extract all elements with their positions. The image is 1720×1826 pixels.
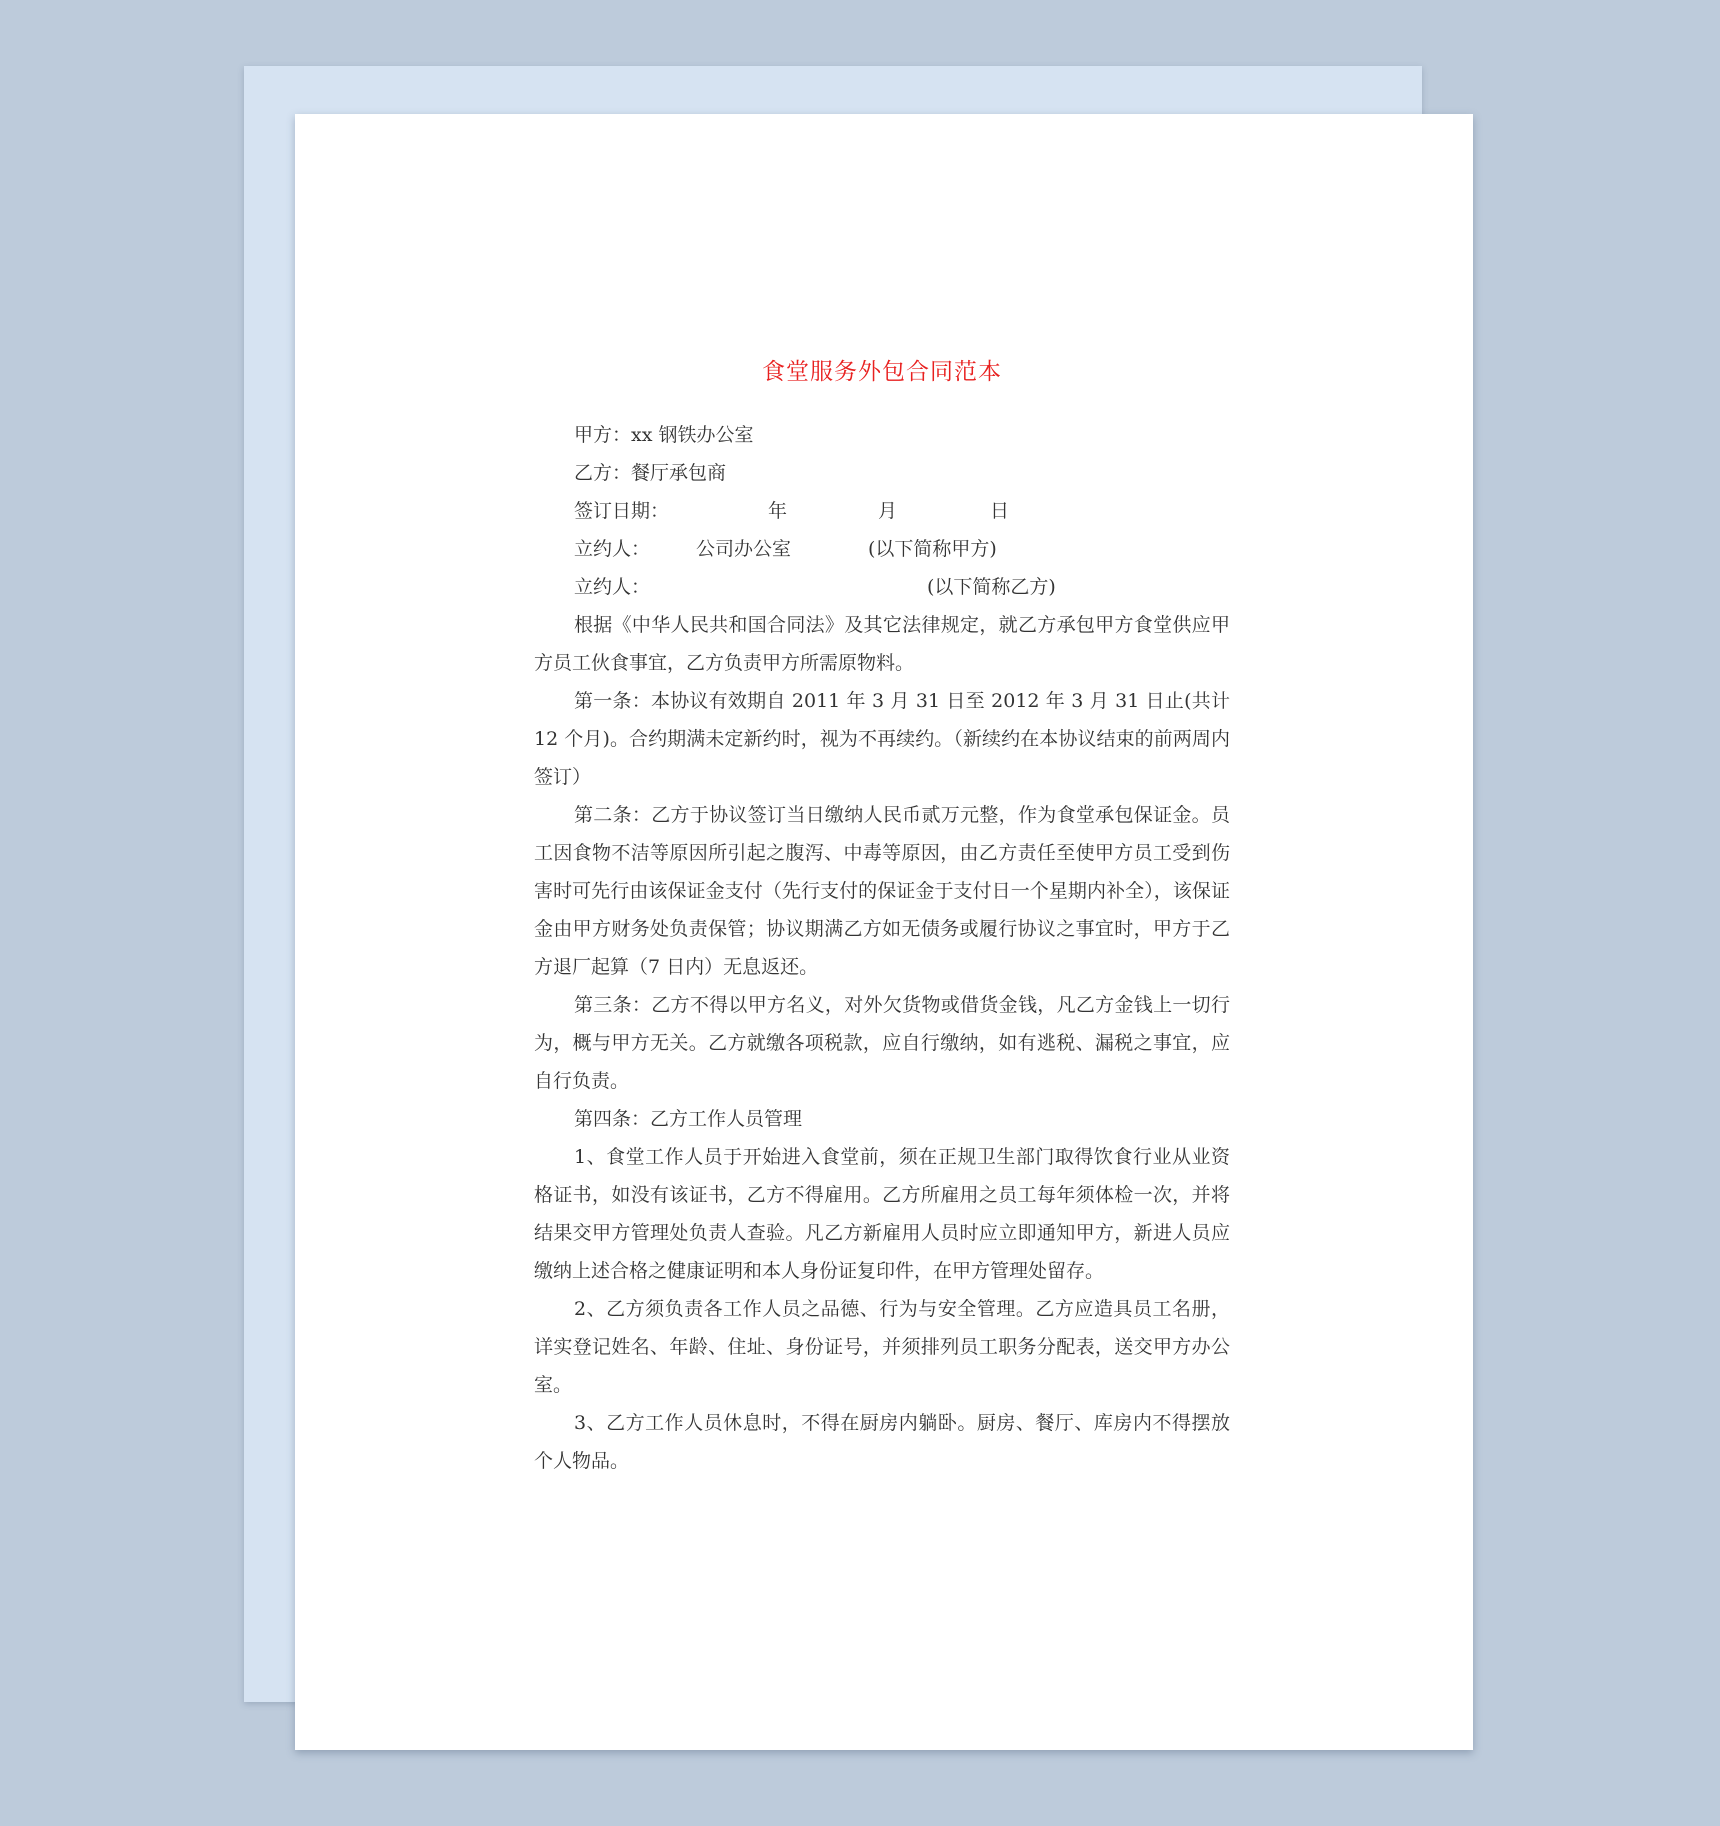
party-a-line: 甲方：xx 钢铁办公室 bbox=[574, 424, 754, 446]
paragraph-article-3: 第三条：乙方不得以甲方名义，对外欠货物或借货金钱，凡乙方金钱上一切行为，概与甲方无关。乙方就缴各项税款，应自行缴纳，如有逃税、漏税之事宜，应自行负责。 bbox=[534, 994, 1230, 1092]
signatory-a-label: 立约人： bbox=[574, 538, 651, 560]
sign-date-day: 日 bbox=[990, 500, 1010, 522]
signatory-b-note: (以下简称乙方) bbox=[927, 576, 1056, 598]
sign-date-line bbox=[534, 492, 1230, 530]
paragraph-article-4-item-3: 3、乙方工作人员休息时，不得在厨房内躺卧。厨房、餐厅、库房内不得摆放个人物品。 bbox=[534, 1412, 1230, 1472]
sign-date-month: 月 bbox=[878, 500, 898, 522]
signatory-b-label: 立约人： bbox=[574, 576, 651, 598]
paragraph-article-1: 第一条：本协议有效期自 2011 年 3 月 31 日至 2012 年 3 月 31 日止(共计 12 个月)。合约期满未定新约时，视为不再续约。（新续约在本协议结束的前两周内签订） bbox=[534, 690, 1230, 788]
document-title: 食堂服务外包合同范本 bbox=[762, 359, 1002, 385]
paragraph-preamble: 根据《中华人民共和国合同法》及其它法律规定，就乙方承包甲方食堂供应甲方员工伙食事宜，乙方负责甲方所需原物料。 bbox=[534, 614, 1230, 674]
paragraph-article-4-heading: 第四条：乙方工作人员管理 bbox=[574, 1108, 803, 1130]
signatory-a-note: (以下简称甲方) bbox=[868, 538, 997, 560]
paragraph-article-4-item-1: 1、食堂工作人员于开始进入食堂前，须在正规卫生部门取得饮食行业从业资格证书，如没有该证书，乙方不得雇用。乙方所雇用之员工每年须体检一次，并将结果交甲方管理处负责人查验。凡乙方新雇用人员时应立即通知甲方，新进人员应缴纳上述合格之健康证明和本人身份证复印件，在甲方管理处留存。 bbox=[534, 1146, 1230, 1282]
contract-document bbox=[534, 352, 1230, 1480]
signatory-a-line bbox=[534, 530, 1230, 568]
signatory-b-line bbox=[534, 568, 1230, 606]
sign-date-year: 年 bbox=[768, 500, 788, 522]
signatory-a-name: 公司办公室 bbox=[696, 538, 792, 560]
party-b-line: 乙方：餐厅承包商 bbox=[574, 462, 727, 484]
paragraph-article-4-item-2: 2、乙方须负责各工作人员之品德、行为与安全管理。乙方应造具员工名册，详实登记姓名、年龄、住址、身份证号，并须排列员工职务分配表，送交甲方办公室。 bbox=[534, 1298, 1230, 1396]
paragraph-article-2: 第二条：乙方于协议签订当日缴纳人民币贰万元整，作为食堂承包保证金。员工因食物不洁等原因所引起之腹泻、中毒等原因，由乙方责任至使甲方员工受到伤害时可先行由该保证金支付（先行支付的保证金于支付日一个星期内补全），该保证金由甲方财务处负责保管；协议期满乙方如无债务或履行协议之事宜时，甲方于乙方退厂起算（7 日内）无息返还。 bbox=[534, 804, 1230, 978]
sign-date-label: 签订日期： bbox=[574, 500, 670, 522]
